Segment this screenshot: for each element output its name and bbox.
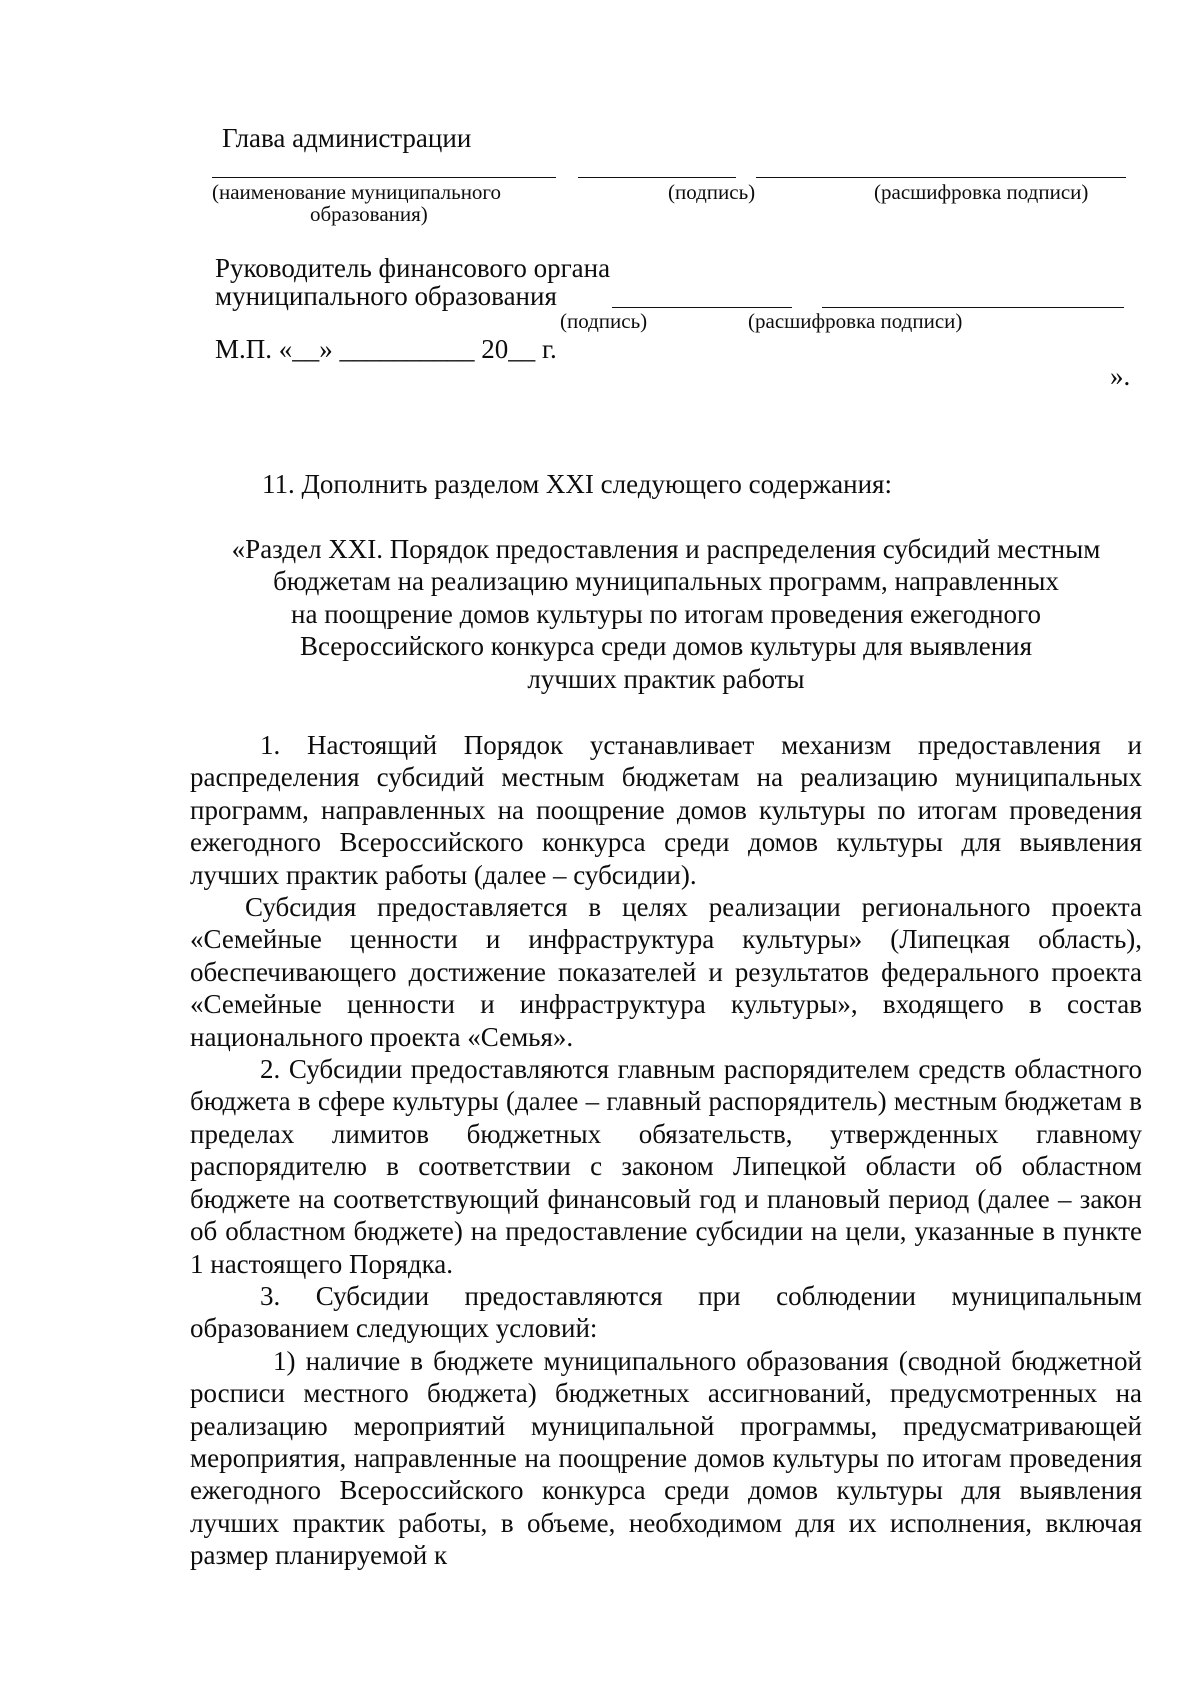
caption-signature-1: (подпись)	[668, 180, 756, 204]
section-title-line-1: «Раздел XXI. Порядок предоставления и распределения субсидий местным	[231, 534, 1101, 564]
finance-head-line2: муниципального образования	[215, 281, 557, 311]
stamp-date-line: М.П. «__» __________ 20__ г.	[215, 334, 557, 364]
amendment-item-11: 11. Дополнить разделом XXI следующего содержания:	[262, 469, 892, 499]
caption-municipality-line2: образования)	[310, 202, 428, 226]
head-title: Глава администрации	[222, 123, 472, 153]
section-title-line-4: Всероссийского конкурса среди домов культуры для выявления	[299, 631, 1033, 662]
section-title-line-2: бюджетам на реализацию муниципальных программ, направленных	[273, 566, 1059, 597]
paragraph-1: 1. Настоящий Порядок устанавливает механизм предоставления и распределения субсидий местным бюджетам на реализацию муниципальных программ, направленных на поощрение домов культуры по итогам проведения ежегодного Всероссийского конкурса среди домов культуры для выявления лучших практик работы (далее – субсидии).	[190, 730, 1142, 890]
caption-decode-2: (расшифровка подписи)	[748, 309, 963, 333]
paragraph-goal: Субсидия предоставляется в целях реализации регионального проекта «Семейные ценности и инфраструктура культуры» (Липецкая область), обеспечивающего достижение показателей и результатов федерального проекта «Семейные ценности и инфраструктура культуры», входящего в состав национального проекта «Семья».	[190, 892, 1142, 1052]
signature-line-2	[612, 307, 792, 308]
caption-municipality-line1: (наименование муниципального	[212, 180, 502, 204]
caption-signature-2: (подпись)	[560, 309, 648, 333]
section-body	[190, 729, 1142, 1572]
section-title-line-3: на поощрение домов культуры по итогам проведения ежегодного	[291, 598, 1041, 629]
section-title-line-5: лучших практик работы	[527, 663, 805, 694]
finance-head-line1: Руководитель финансового органа	[215, 253, 611, 283]
section-title	[190, 533, 1142, 695]
caption-decode-1: (расшифровка подписи)	[874, 180, 1089, 204]
closing-quote: ».	[1110, 361, 1131, 391]
paragraph-3: 3. Субсидии предоставляются при соблюдении муниципальным образованием следующих условий:	[190, 1280, 1142, 1344]
paragraph-2: 2. Субсидии предоставляются главным распорядителем средств областного бюджета в сфере культуры (далее – главный распорядитель) местным бюджетам в пределах лимитов бюджетных обязательств, утвержденных главному распорядителю в соответствии с законом Липецкой области об областном бюджете на соответствующий финансовый год и плановый период (далее – закон об областном бюджете) на предоставление субсидии на цели, указанные в пункте 1 настоящего Порядка.	[190, 1054, 1142, 1279]
signature-line-1	[578, 177, 736, 178]
municipality-name-line	[212, 177, 556, 178]
paragraph-3-1: 1) наличие в бюджете муниципального образования (сводной бюджетной росписи местного бюджета) бюджетных ассигнований, предусмотренных на реализацию мероприятий муниципальной программы, предусматривающей мероприятия, направленные на поощрение домов культуры по итогам проведения ежегодного Всероссийского конкурса среди домов культуры для выявления лучших практик работы, в объеме, необходимом для их исполнения, включая размер планируемой к	[190, 1345, 1142, 1571]
signature-decode-line-2	[822, 307, 1124, 308]
signature-decode-line-1	[756, 177, 1126, 178]
